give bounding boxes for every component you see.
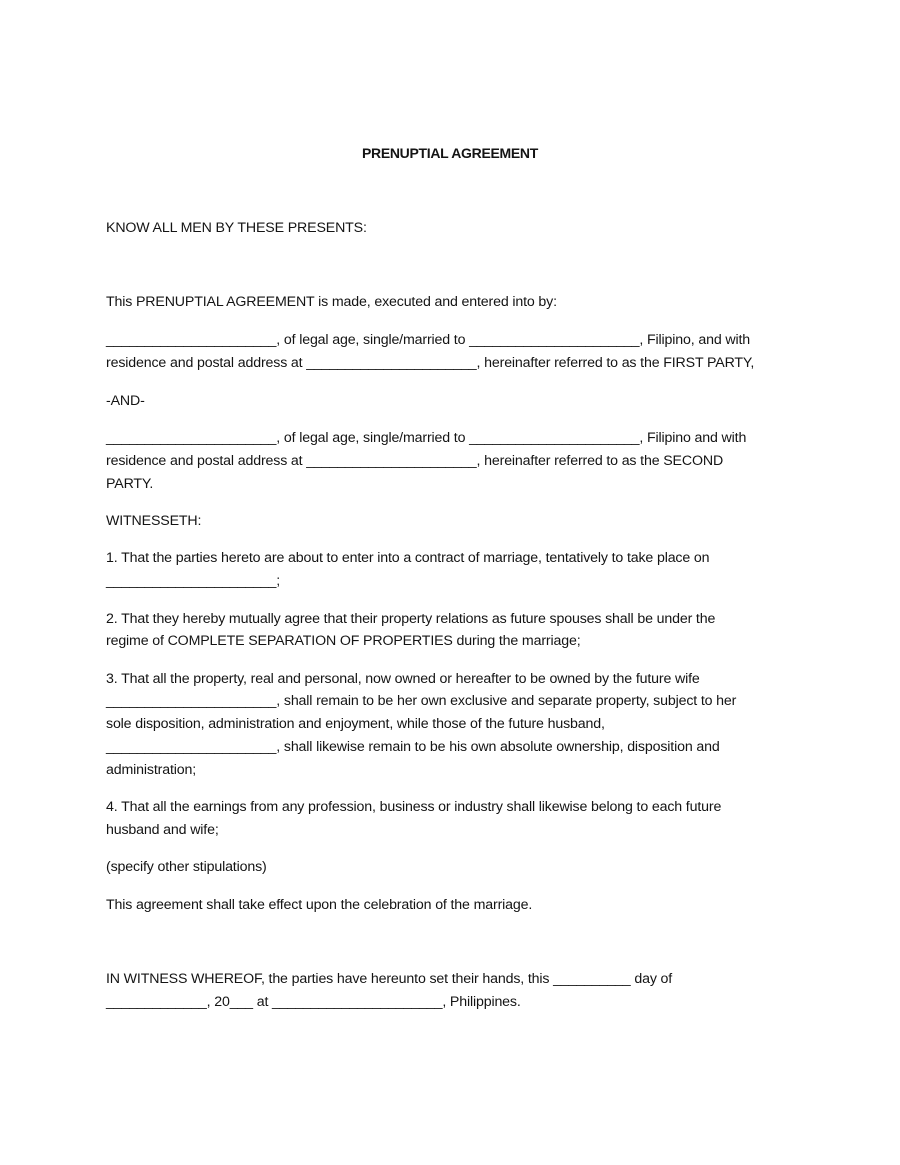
intro-paragraph: This PRENUPTIAL AGREEMENT is made, executed and entered into by:	[106, 294, 557, 310]
clause-4-line-1: 4. That all the earnings from any profession, business or industry shall likewise belong to each future	[106, 799, 722, 815]
clause-3-line-5: administration;	[106, 762, 197, 778]
second-party-line-2: residence and postal address at ______________________, hereinafter referred to as the SECOND	[106, 453, 724, 469]
preamble: KNOW ALL MEN BY THESE PRESENTS:	[106, 220, 367, 236]
second-party-line-1: ______________________, of legal age, single/married to ______________________, Filipino and with	[106, 430, 747, 446]
clause-3-line-4: ______________________, shall likewise remain to be his own absolute ownership, disposition and	[106, 739, 720, 755]
clause-4-line-2: husband and wife;	[106, 822, 219, 838]
and-separator: -AND-	[106, 393, 145, 409]
witness-line-1: IN WITNESS WHEREOF, the parties have hereunto set their hands, this __________ day of	[106, 971, 673, 987]
other-stipulations: (specify other stipulations)	[106, 859, 267, 875]
second-party-line-3: PARTY.	[106, 476, 154, 492]
witness-line-2: _____________, 20___ at ______________________, Philippines.	[106, 994, 521, 1010]
clause-1-line-2: ______________________;	[106, 573, 281, 589]
clause-1-line-1: 1. That the parties hereto are about to enter into a contract of marriage, tentatively to take place on	[106, 550, 710, 566]
first-party-line-1: ______________________, of legal age, single/married to ______________________, Filipino, and with	[106, 332, 750, 348]
clause-2-line-2: regime of COMPLETE SEPARATION OF PROPERTIES during the marriage;	[106, 633, 581, 649]
clause-2-line-1: 2. That they hereby mutually agree that their property relations as future spouses shall be under the	[106, 611, 716, 627]
clause-3-line-2: ______________________, shall remain to be her own exclusive and separate property, subject to her	[106, 693, 737, 709]
document-title: PRENUPTIAL AGREEMENT	[361, 145, 538, 161]
first-party-line-2: residence and postal address at ______________________, hereinafter referred to as the FIRST PARTY,	[106, 355, 755, 371]
clause-3-line-1: 3. That all the property, real and personal, now owned or hereafter to be owned by the future wife	[106, 671, 700, 687]
effect-statement: This agreement shall take effect upon the celebration of the marriage.	[106, 897, 533, 913]
witnesseth-heading: WITNESSETH:	[106, 513, 202, 529]
clause-3-line-3: sole disposition, administration and enjoyment, while those of the future husband,	[106, 716, 605, 732]
